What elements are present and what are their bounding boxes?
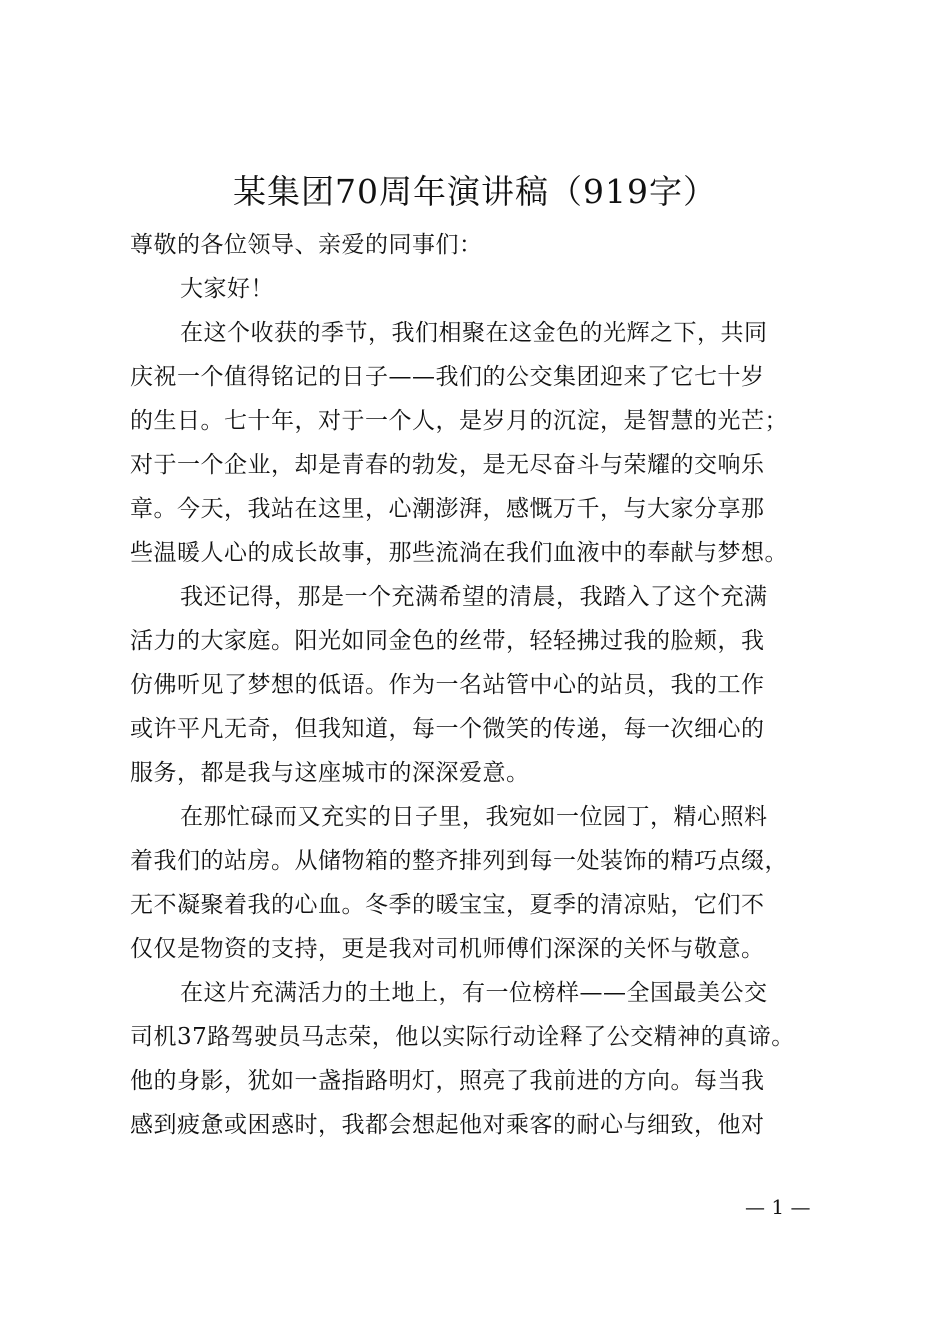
paragraph-4-line-1: 在这片充满活力的土地上，有一位榜样——全国最美公交 — [180, 980, 768, 1006]
paragraph-1-line-6: 些温暖人心的成长故事，那些流淌在我们血液中的奉献与梦想。 — [130, 540, 788, 566]
page-number: — 1 — — [745, 1195, 811, 1219]
paragraph-3-line-4: 仅仅是物资的支持，更是我对司机师傅们深深的关怀与敬意。 — [130, 936, 765, 962]
paragraph-4-line-2: 司机37路驾驶员马志荣，他以实际行动诠释了公交精神的真谛。 — [130, 1024, 795, 1050]
paragraph-4-line-3: 他的身影，犹如一盏指路明灯，照亮了我前进的方向。每当我 — [130, 1068, 765, 1094]
paragraph-2-line-4: 或许平凡无奇，但我知道，每一个微笑的传递，每一次细心的 — [130, 716, 765, 742]
paragraph-2-line-5: 服务，都是我与这座城市的深深爱意。 — [130, 760, 530, 786]
paragraph-3-line-3: 无不凝聚着我的心血。冬季的暖宝宝，夏季的清凉贴，它们不 — [130, 892, 765, 918]
document-title: 某集团70周年演讲稿（919字） — [233, 172, 717, 211]
greeting: 大家好！ — [180, 276, 274, 302]
paragraph-1-line-2: 庆祝一个值得铭记的日子——我们的公交集团迎来了它七十岁 — [130, 364, 765, 390]
paragraph-2-line-1: 我还记得，那是一个充满希望的清晨，我踏入了这个充满 — [180, 584, 768, 610]
paragraph-1-line-1: 在这个收获的季节，我们相聚在这金色的光辉之下，共同 — [180, 320, 768, 346]
paragraph-2-line-3: 仿佛听见了梦想的低语。作为一名站管中心的站员，我的工作 — [130, 672, 765, 698]
paragraph-3-line-2: 着我们的站房。从储物箱的整齐排列到每一处装饰的精巧点缀， — [130, 848, 788, 874]
paragraph-3-line-1: 在那忙碌而又充实的日子里，我宛如一位园丁，精心照料 — [180, 804, 768, 830]
paragraph-2-line-2: 活力的大家庭。阳光如同金色的丝带，轻轻拂过我的脸颊，我 — [130, 628, 765, 654]
paragraph-1-line-3: 的生日。七十年，对于一个人，是岁月的沉淀，是智慧的光芒； — [130, 408, 788, 434]
paragraph-1-line-5: 章。今天，我站在这里，心潮澎湃，感慨万千，与大家分享那 — [130, 496, 765, 522]
paragraph-4-line-4: 感到疲惫或困惑时，我都会想起他对乘客的耐心与细致，他对 — [130, 1112, 765, 1138]
paragraph-1-line-4: 对于一个企业，却是青春的勃发，是无尽奋斗与荣耀的交响乐 — [130, 452, 765, 478]
salutation: 尊敬的各位领导、亲爱的同事们： — [130, 232, 483, 258]
